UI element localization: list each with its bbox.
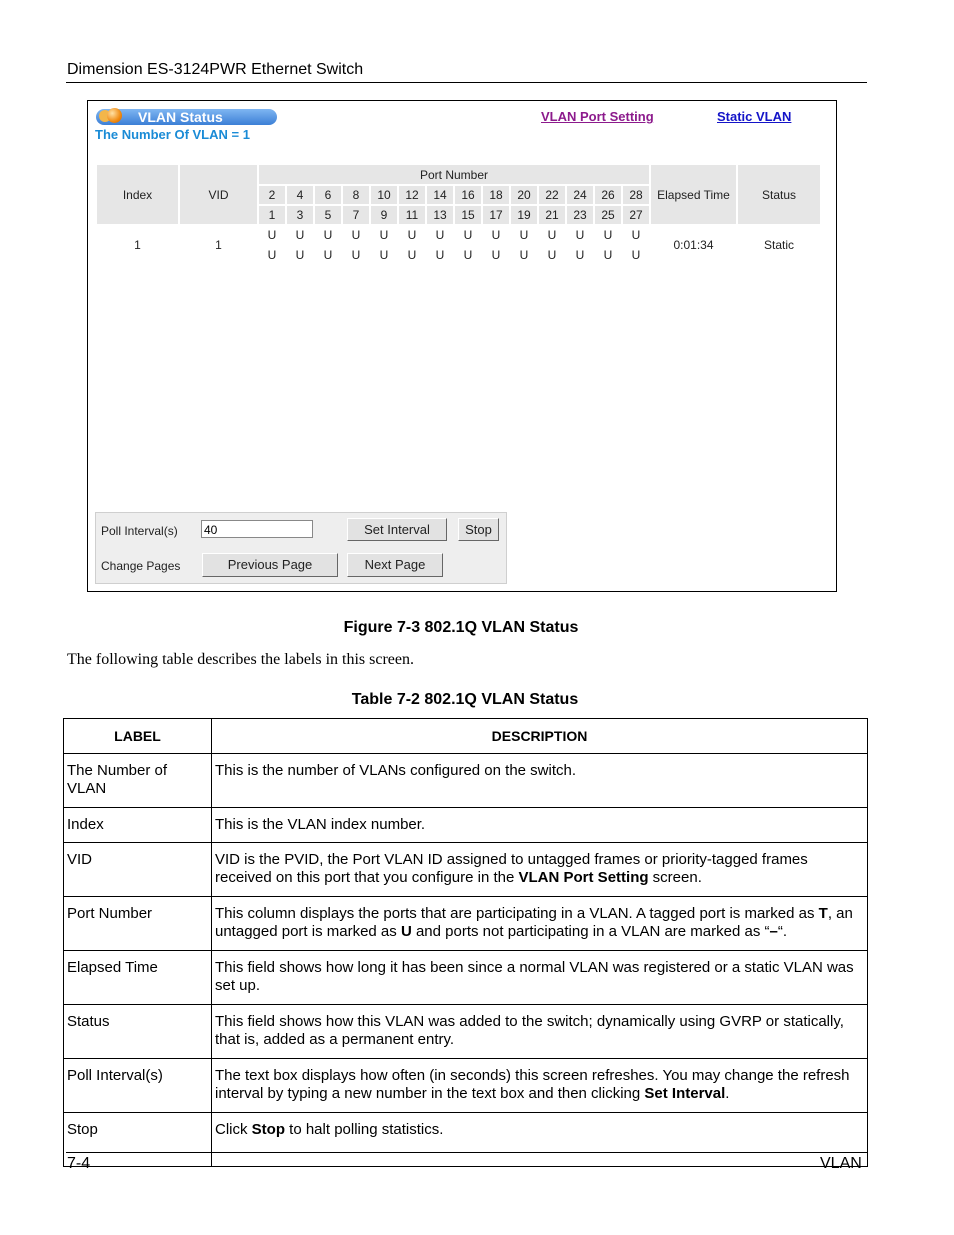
- label-cell: Poll Interval(s): [64, 1059, 212, 1113]
- port-membership-cell: U: [483, 246, 509, 264]
- description-text: to halt polling statistics.: [285, 1121, 444, 1138]
- port-membership-cell: U: [371, 246, 397, 264]
- vlan-status-table: [95, 163, 822, 266]
- bold-term: Set Interval: [644, 1085, 726, 1102]
- port-number-cell: 1: [259, 206, 285, 224]
- port-membership-cell: U: [455, 246, 481, 264]
- description-cell: [212, 808, 868, 843]
- description-text: screen.: [648, 869, 702, 886]
- port-number-cell: 19: [511, 206, 537, 224]
- port-number-cell: 23: [567, 206, 593, 224]
- port-number-cell: 3: [287, 206, 313, 224]
- description-text: This column displays the ports that are participating in a VLAN. A tagged port is marked as: [215, 905, 819, 922]
- label-cell: Index: [64, 808, 212, 843]
- vlan-count: The Number Of VLAN = 1: [95, 127, 250, 142]
- row-elapsed-time: 0:01:34: [651, 226, 736, 264]
- label-cell: Status: [64, 1005, 212, 1059]
- port-number-cell: 10: [371, 186, 397, 204]
- port-number-cell: 13: [427, 206, 453, 224]
- header-rule: [66, 82, 867, 83]
- port-membership-cell: U: [287, 246, 313, 264]
- description-text: This is the VLAN index number.: [215, 816, 426, 833]
- port-membership-cell: U: [455, 226, 481, 244]
- port-number-cell: 15: [455, 206, 481, 224]
- description-table: [63, 718, 868, 1167]
- table-caption: Table 7-2 802.1Q VLAN Status: [351, 691, 579, 708]
- col-index-header: Index: [97, 165, 178, 224]
- port-membership-cell: U: [259, 246, 285, 264]
- description-text: VID is the PVID, the Port VLAN ID assigned to untagged frames or priority-tagged frames received on this port that you configure in the: [215, 851, 808, 886]
- description-row: [64, 808, 868, 843]
- port-number-cell: 9: [371, 206, 397, 224]
- description-text: The text box displays how often (in seconds) this screen refreshes. You may change the refresh interval by typing a new number in the text box and then clicking: [215, 1067, 850, 1102]
- description-cell: [212, 843, 868, 897]
- description-row: [64, 843, 868, 897]
- description-cell: [212, 1113, 868, 1167]
- port-membership-cell: U: [567, 226, 593, 244]
- port-membership-cell: U: [595, 246, 621, 264]
- footer-rule: [66, 1152, 867, 1153]
- panel-title: VLAN Status: [138, 109, 223, 125]
- port-number-cell: 28: [623, 186, 649, 204]
- poll-controls: [95, 512, 507, 584]
- description-text: This is the number of VLANs configured on the switch.: [215, 762, 577, 779]
- port-membership-cell: U: [343, 246, 369, 264]
- description-row: [64, 1113, 868, 1167]
- port-membership-cell: U: [483, 226, 509, 244]
- row-status: Static: [738, 226, 820, 264]
- port-number-cell: 21: [539, 206, 565, 224]
- port-number-cell: 25: [595, 206, 621, 224]
- port-membership-cell: U: [427, 226, 453, 244]
- poll-interval-input[interactable]: 40: [201, 520, 313, 538]
- label-cell: Stop: [64, 1113, 212, 1167]
- description-cell: [212, 1059, 868, 1113]
- bold-term: T: [818, 905, 828, 922]
- port-membership-cell: U: [511, 246, 537, 264]
- port-number-cell: 4: [287, 186, 313, 204]
- description-text: This field shows how long it has been since a normal VLAN was registered or a static VLAN was set up.: [215, 959, 854, 994]
- port-membership-cell: U: [623, 246, 649, 264]
- port-number-cell: 6: [315, 186, 341, 204]
- description-cell: [212, 754, 868, 808]
- description-text: Click: [215, 1121, 252, 1138]
- orange-ball-icon: [107, 108, 122, 123]
- label-cell: Port Number: [64, 897, 212, 951]
- label-cell: The Number of VLAN: [64, 754, 212, 808]
- static-vlan-link[interactable]: Static VLAN: [717, 109, 792, 124]
- label-cell: VID: [64, 843, 212, 897]
- bold-term: U: [400, 923, 412, 940]
- change-pages-label: Change Pages: [101, 559, 181, 573]
- port-number-cell: 7: [343, 206, 369, 224]
- port-membership-cell: U: [315, 246, 341, 264]
- description-row: [64, 754, 868, 808]
- document-header: Dimension ES-3124PWR Ethernet Switch: [67, 61, 364, 78]
- port-membership-cell: U: [595, 226, 621, 244]
- description-text: and ports not participating in a VLAN are marked as “: [411, 923, 770, 940]
- port-membership-cell: U: [371, 226, 397, 244]
- poll-interval-label: Poll Interval(s): [101, 524, 178, 538]
- port-membership-cell: U: [567, 246, 593, 264]
- col-vid-header: VID: [180, 165, 257, 224]
- label-cell: Elapsed Time: [64, 951, 212, 1005]
- port-membership-cell: U: [259, 226, 285, 244]
- description-text: , an untagged port is marked as: [215, 905, 853, 940]
- label-header: LABEL: [64, 719, 212, 754]
- row-vid: 1: [180, 226, 257, 264]
- section-name: VLAN: [820, 1155, 862, 1172]
- port-membership-cell: U: [399, 226, 425, 244]
- port-number-cell: 20: [511, 186, 537, 204]
- port-number-cell: 12: [399, 186, 425, 204]
- port-number-cell: 22: [539, 186, 565, 204]
- port-number-cell: 16: [455, 186, 481, 204]
- port-membership-cell: U: [343, 226, 369, 244]
- previous-page-button[interactable]: Previous Page: [202, 553, 338, 577]
- description-cell: [212, 951, 868, 1005]
- port-number-cell: 5: [315, 206, 341, 224]
- port-membership-cell: U: [399, 246, 425, 264]
- bold-term: Stop: [251, 1121, 285, 1138]
- col-elapsed-header: Elapsed Time: [651, 165, 736, 224]
- port-number-cell: 11: [399, 206, 425, 224]
- port-number-cell: 8: [343, 186, 369, 204]
- row-index: 1: [97, 226, 178, 264]
- vlan-port-setting-link[interactable]: VLAN Port Setting: [541, 109, 654, 124]
- port-number-cell: 17: [483, 206, 509, 224]
- col-status-header: Status: [738, 165, 820, 224]
- port-number-cell: 24: [567, 186, 593, 204]
- description-row: [64, 897, 868, 951]
- description-text: “.: [777, 923, 787, 940]
- port-membership-cell: U: [427, 246, 453, 264]
- description-header: DESCRIPTION: [212, 719, 868, 754]
- port-number-cell: 26: [595, 186, 621, 204]
- description-row: [64, 1059, 868, 1113]
- port-membership-cell: U: [315, 226, 341, 244]
- description-text: This field shows how this VLAN was added to the switch; dynamically using GVRP or statically, that is, added as a permanent entry.: [215, 1013, 844, 1048]
- stop-button[interactable]: Stop: [458, 518, 499, 541]
- page-number: 7-4: [67, 1155, 91, 1172]
- intro-text: The following table describes the labels in this screen.: [67, 651, 415, 668]
- port-membership-cell: U: [511, 226, 537, 244]
- set-interval-button[interactable]: Set Interval: [347, 518, 447, 541]
- figure-caption: Figure 7-3 802.1Q VLAN Status: [343, 619, 579, 636]
- port-number-cell: 14: [427, 186, 453, 204]
- port-number-cell: 18: [483, 186, 509, 204]
- bold-term: VLAN Port Setting: [518, 869, 649, 886]
- description-cell: [212, 897, 868, 951]
- port-number-cell: 2: [259, 186, 285, 204]
- col-port-number-header: Port Number: [259, 165, 649, 184]
- next-page-button[interactable]: Next Page: [347, 553, 443, 577]
- port-membership-cell: U: [539, 226, 565, 244]
- vlan-status-screenshot: [87, 100, 837, 592]
- bold-term: –: [769, 923, 778, 940]
- description-row: [64, 951, 868, 1005]
- description-text: .: [725, 1085, 730, 1102]
- port-membership-cell: U: [623, 226, 649, 244]
- port-membership-cell: U: [287, 226, 313, 244]
- description-row: [64, 1005, 868, 1059]
- port-membership-cell: U: [539, 246, 565, 264]
- port-number-cell: 27: [623, 206, 649, 224]
- description-cell: [212, 1005, 868, 1059]
